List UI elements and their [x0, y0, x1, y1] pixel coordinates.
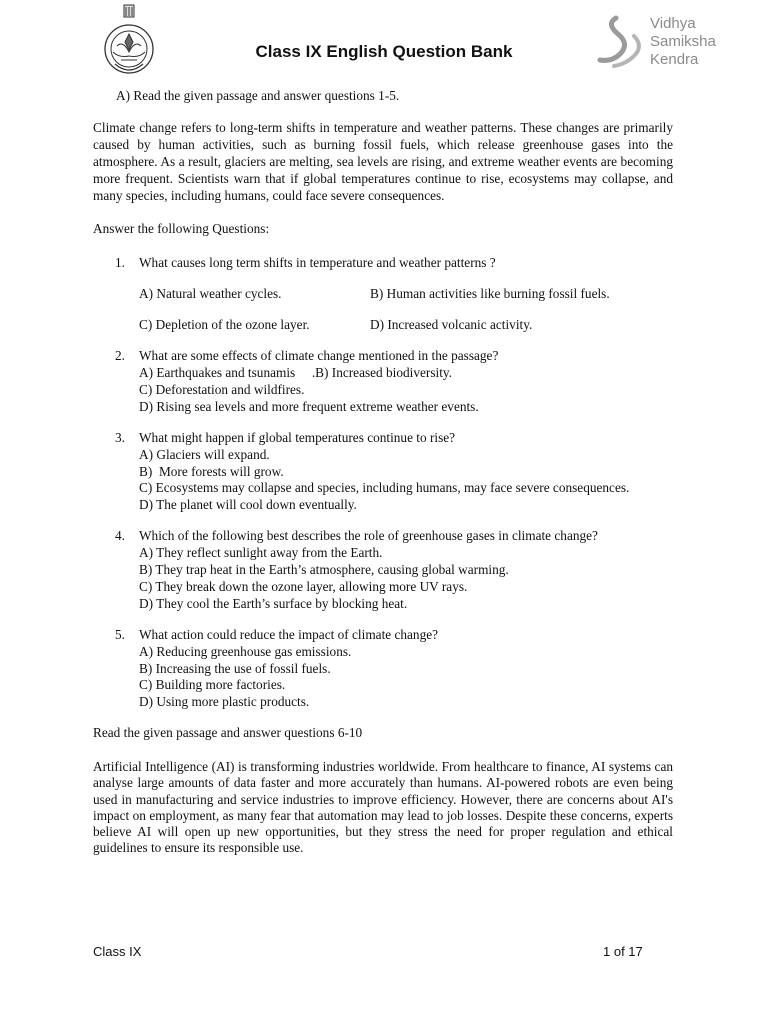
vidhya-samiksha-kendra-logo — [594, 12, 728, 72]
section-1-heading: A) Read the given passage and answer questions 1-5. — [116, 88, 400, 103]
option-b: B) Human activities like burning fossil fuels. — [370, 286, 610, 302]
question-text: What are some effects of climate change mentioned in the passage? — [139, 348, 499, 364]
brand-line-3: Kendra — [650, 51, 699, 68]
section-2-heading: Read the given passage and answer questions 6-10 — [93, 725, 363, 741]
option-b: B) They trap heat in the Earth’s atmosphere, causing global warming. — [139, 562, 509, 578]
brand-line-2: Samiksha — [650, 33, 716, 50]
option-a: A) Reducing greenhouse gas emissions. — [139, 643, 352, 659]
question-number: 1. — [115, 255, 125, 271]
option-c: C) They break down the ozone layer, allowing more UV rays. — [139, 578, 468, 594]
passage-1: Climate change refers to long-term shifts in temperature and weather patterns. These changes are primarily caused by human activities, such as burning fossil fuels, which release greenhouse gases into the atmosphere. As a result, glaciers are melting, sea levels are rising, and extreme weather events are becoming more frequent. Scientists warn that if global temperatures continue to rise, ecosystems may collapse, and many species, including humans, could face severe consequences. — [93, 119, 673, 203]
option-d: D) Increased volcanic activity. — [370, 317, 533, 333]
question-5 — [93, 627, 673, 712]
option-d: D) Using more plastic products. — [139, 694, 310, 710]
brand-line-1: Vidhya — [650, 15, 696, 32]
passage-2: Artificial Intelligence (AI) is transforming industries worldwide. From healthcare to finance, AI systems can analyse large amounts of data faster and more accurately than humans. AI-powered robots are even being used in manufacturing and service industries to improve efficiency. However, there are concerns about AI's impact on employment, as many fear that automation may lead to job losses. Despite these concerns, experts believe AI will open up new opportunities, but they stress the need for proper regulation and ethical guidelines to ensure its responsible use. — [93, 759, 673, 856]
option-c: C) Deforestation and wildfires. — [139, 381, 305, 397]
option-d: D) They cool the Earth’s surface by blocking heat. — [139, 595, 408, 611]
question-2 — [93, 348, 673, 416]
option-a-b: A) Earthquakes and tsunamis .B) Increased biodiversity. — [139, 364, 453, 380]
option-b: B) Increasing the use of fossil fuels. — [139, 660, 331, 676]
option-a: A) Natural weather cycles. — [139, 286, 282, 302]
question-3 — [93, 430, 673, 515]
option-d: D) The planet will cool down eventually. — [139, 497, 357, 513]
question-number: 3. — [115, 429, 125, 445]
question-number: 4. — [115, 528, 125, 544]
page-number: 1 of 17 — [603, 944, 643, 959]
answer-instruction: Answer the following Questions: — [93, 221, 270, 237]
question-number: 2. — [115, 348, 125, 364]
swirl-logo-icon — [594, 12, 650, 72]
option-c: C) Depletion of the ozone layer. — [139, 317, 310, 333]
question-text: What action could reduce the impact of climate change? — [139, 626, 439, 642]
question-1 — [93, 255, 673, 334]
option-a: A) They reflect sunlight away from the Earth. — [139, 545, 383, 561]
question-text: What might happen if global temperatures continue to rise? — [139, 429, 456, 445]
footer-class-label: Class IX — [93, 944, 142, 959]
question-text: What causes long term shifts in temperature and weather patterns ? — [139, 255, 496, 271]
question-bank-content — [93, 88, 673, 873]
question-number: 5. — [115, 626, 125, 642]
question-text: Which of the following best describes the role of greenhouse gases in climate change? — [139, 528, 598, 544]
option-d: D) Rising sea levels and more frequent extreme weather events. — [139, 398, 479, 414]
option-a: A) Glaciers will expand. — [139, 446, 270, 462]
option-b: B) More forests will grow. — [139, 463, 284, 479]
option-c: C) Ecosystems may collapse and species, including humans, may face severe consequences. — [139, 480, 630, 496]
option-c: C) Building more factories. — [139, 677, 286, 693]
page-title: Class IX English Question Bank — [255, 42, 513, 61]
question-4 — [93, 528, 673, 613]
